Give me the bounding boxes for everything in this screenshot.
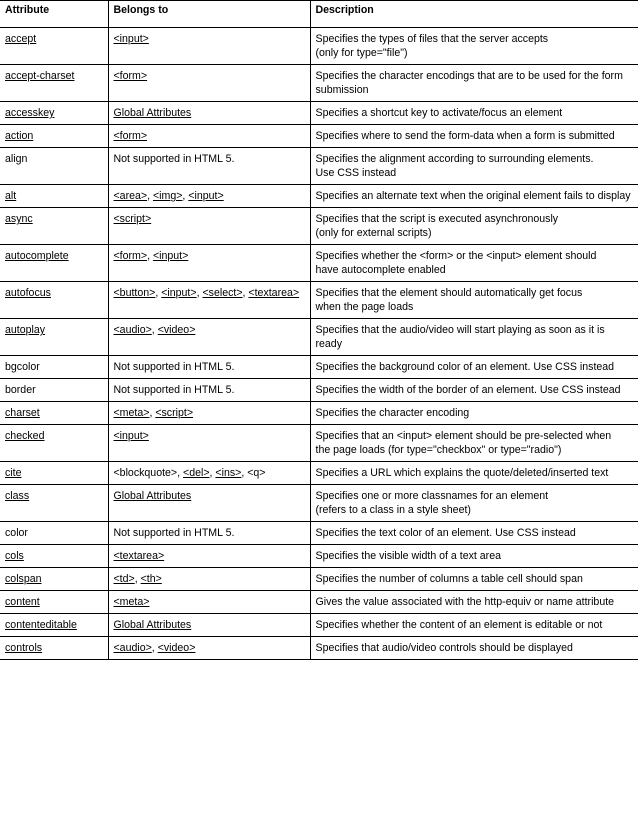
element-link[interactable]: <img> [152, 190, 183, 202]
table-row [0, 568, 638, 591]
element-link[interactable]: Global Attributes [113, 619, 192, 631]
attribute-link[interactable]: charset [5, 407, 40, 419]
attribute-cell [0, 379, 108, 402]
header-attribute: Attribute [0, 1, 108, 28]
table-row [0, 379, 638, 402]
table-row [0, 208, 638, 245]
header-description: Description [310, 1, 638, 28]
belongs-to-cell [108, 102, 310, 125]
table-row [0, 102, 638, 125]
element-text: , [209, 467, 216, 479]
element-text: , [149, 407, 156, 419]
description-cell: Specifies the width of the border of an element. Use CSS instead [310, 379, 638, 402]
description-cell: Specifies that the element should automatically get focus when the page loads [310, 282, 638, 319]
attribute-cell [0, 356, 108, 379]
belongs-to-cell [108, 545, 310, 568]
element-link[interactable]: <script> [155, 407, 194, 419]
table-row [0, 356, 638, 379]
element-link[interactable]: <form> [113, 70, 148, 82]
attribute-link[interactable]: contenteditable [5, 619, 77, 631]
description-cell: Specifies where to send the form-data when a form is submitted [310, 125, 638, 148]
attribute-link[interactable]: accept-charset [5, 70, 75, 82]
belongs-to-cell [108, 614, 310, 637]
belongs-to-cell [108, 282, 310, 319]
attribute-link[interactable]: cite [5, 467, 22, 479]
attribute-cell [0, 637, 108, 660]
attribute-cell [0, 185, 108, 208]
attribute-cell [0, 485, 108, 522]
element-link[interactable]: <input> [152, 250, 189, 262]
attribute-cell [0, 282, 108, 319]
element-link[interactable]: Global Attributes [113, 490, 192, 502]
description-cell: Specifies the alignment according to surrounding elements. Use CSS instead [310, 148, 638, 185]
attribute-cell [0, 462, 108, 485]
element-link[interactable]: <script> [113, 213, 152, 225]
attribute-cell [0, 591, 108, 614]
attribute-cell [0, 319, 108, 356]
description-cell: Specifies the visible width of a text area [310, 545, 638, 568]
belongs-to-cell [108, 379, 310, 402]
element-link[interactable]: <td> [113, 573, 135, 585]
element-text: , [147, 190, 153, 202]
element-text: Not supported in HTML 5. [113, 153, 235, 165]
description-cell: Specifies a shortcut key to activate/focus an element [310, 102, 638, 125]
element-text: , [147, 250, 153, 262]
element-link[interactable]: <meta> [113, 596, 150, 608]
description-cell: Specifies that the audio/video will start playing as soon as it is ready [310, 319, 638, 356]
element-text: , [177, 467, 184, 479]
attribute-cell [0, 208, 108, 245]
belongs-to-cell [108, 425, 310, 462]
header-belongs-to: Belongs to [108, 1, 310, 28]
attribute-name: bgcolor [5, 361, 40, 373]
table-row [0, 462, 638, 485]
element-text: Not supported in HTML 5. [113, 527, 235, 539]
belongs-to-cell [108, 245, 310, 282]
element-text: , [151, 324, 158, 336]
belongs-to-cell [108, 568, 310, 591]
attribute-link[interactable]: colspan [5, 573, 42, 585]
element-link[interactable]: <audio> [113, 642, 152, 654]
table-row [0, 185, 638, 208]
belongs-to-cell [108, 591, 310, 614]
attribute-link[interactable]: cols [5, 550, 24, 562]
element-link[interactable]: <area> [113, 190, 148, 202]
table-row [0, 245, 638, 282]
attribute-link[interactable]: accept [5, 33, 37, 45]
header-row [0, 1, 638, 28]
belongs-to-cell [108, 485, 310, 522]
element-link[interactable]: <ins> [215, 467, 242, 479]
belongs-to-cell [108, 522, 310, 545]
element-text: <blockquote> [113, 467, 178, 479]
attribute-cell [0, 125, 108, 148]
element-text: , [134, 573, 141, 585]
table-row [0, 125, 638, 148]
table-row [0, 522, 638, 545]
element-text: , <q> [241, 467, 266, 479]
description-cell: Specifies the character encodings that are to be used for the form submission [310, 65, 638, 102]
attribute-name: align [5, 153, 28, 165]
attribute-cell [0, 102, 108, 125]
element-text: , [182, 190, 189, 202]
element-link[interactable]: <input> [113, 430, 149, 442]
attribute-cell [0, 614, 108, 637]
description-cell: Specifies the number of columns a table cell should span [310, 568, 638, 591]
attribute-cell [0, 245, 108, 282]
belongs-to-cell [108, 637, 310, 660]
element-text: , [155, 287, 162, 299]
attribute-link[interactable]: class [5, 490, 30, 502]
element-link[interactable]: <del> [183, 467, 210, 479]
description-cell: Specifies whether the content of an element is editable or not [310, 614, 638, 637]
element-link[interactable]: <button> [113, 287, 156, 299]
element-link[interactable]: <audio> [113, 324, 152, 336]
element-text: Not supported in HTML 5. [113, 384, 235, 396]
belongs-to-cell [108, 356, 310, 379]
description-cell: Specifies an alternate text when the original element fails to display [310, 185, 638, 208]
attribute-cell [0, 28, 108, 65]
element-link[interactable]: <input> [161, 287, 197, 299]
table-row [0, 485, 638, 522]
attribute-link[interactable]: controls [5, 642, 43, 654]
description-cell: Gives the value associated with the http-equiv or name attribute [310, 591, 638, 614]
description-cell: Specifies the character encoding [310, 402, 638, 425]
table-row [0, 282, 638, 319]
attribute-cell [0, 545, 108, 568]
description-cell: Specifies whether the <form> or the <input> element should have autocomplete enabled [310, 245, 638, 282]
attribute-link[interactable]: autocomplete [5, 250, 69, 262]
element-text: Not supported in HTML 5. [113, 361, 235, 373]
belongs-to-cell [108, 208, 310, 245]
description-cell: Specifies a URL which explains the quote/deleted/inserted text [310, 462, 638, 485]
description-cell: Specifies that an <input> element should be pre-selected when the page loads (for type="checkbox" or type="radio") [310, 425, 638, 462]
element-link[interactable]: <form> [113, 130, 148, 142]
element-link[interactable]: <input> [188, 190, 224, 202]
table-row [0, 614, 638, 637]
element-link[interactable]: Global Attributes [113, 107, 192, 119]
element-link[interactable]: <video> [157, 642, 196, 654]
attribute-link[interactable]: accesskey [5, 107, 55, 119]
belongs-to-cell [108, 185, 310, 208]
element-link[interactable]: <select> [202, 287, 243, 299]
belongs-to-cell [108, 125, 310, 148]
attribute-link[interactable]: async [5, 213, 33, 225]
attribute-link[interactable]: action [5, 130, 34, 142]
table-row [0, 402, 638, 425]
belongs-to-cell [108, 28, 310, 65]
attribute-cell [0, 522, 108, 545]
table-body [0, 28, 638, 660]
description-cell: Specifies the background color of an element. Use CSS instead [310, 356, 638, 379]
attribute-cell [0, 65, 108, 102]
attribute-link[interactable]: autoplay [5, 324, 46, 336]
element-link[interactable]: <textarea> [248, 287, 300, 299]
element-link[interactable]: <meta> [113, 407, 150, 419]
belongs-to-cell [108, 65, 310, 102]
attribute-cell [0, 568, 108, 591]
description-cell: Specifies the text color of an element. Use CSS instead [310, 522, 638, 545]
element-text: , [196, 287, 203, 299]
attribute-cell [0, 148, 108, 185]
element-link[interactable]: <video> [157, 324, 196, 336]
attribute-link[interactable]: checked [5, 430, 45, 442]
attribute-link[interactable]: content [5, 596, 40, 608]
element-link[interactable]: <input> [113, 33, 149, 45]
attribute-cell [0, 425, 108, 462]
belongs-to-cell [108, 402, 310, 425]
element-link[interactable]: <th> [140, 573, 162, 585]
attribute-name: border [5, 384, 36, 396]
table-row [0, 28, 638, 65]
element-text: , [151, 642, 158, 654]
table-row [0, 637, 638, 660]
attribute-name: color [5, 527, 28, 539]
table-row [0, 591, 638, 614]
table-row [0, 148, 638, 185]
attribute-link[interactable]: autofocus [5, 287, 51, 299]
description-cell: Specifies that audio/video controls should be displayed [310, 637, 638, 660]
attribute-link[interactable]: alt [5, 190, 17, 202]
element-link[interactable]: <textarea> [113, 550, 165, 562]
table-row [0, 545, 638, 568]
belongs-to-cell [108, 148, 310, 185]
table-row [0, 65, 638, 102]
belongs-to-cell [108, 319, 310, 356]
element-link[interactable]: <form> [113, 250, 148, 262]
description-cell: Specifies one or more classnames for an element (refers to a class in a style sheet) [310, 485, 638, 522]
description-cell: Specifies the types of files that the server accepts (only for type="file") [310, 28, 638, 65]
belongs-to-cell [108, 462, 310, 485]
attribute-cell [0, 402, 108, 425]
table-row [0, 425, 638, 462]
table-row [0, 319, 638, 356]
description-cell: Specifies that the script is executed asynchronously (only for external scripts) [310, 208, 638, 245]
element-text: , [242, 287, 249, 299]
